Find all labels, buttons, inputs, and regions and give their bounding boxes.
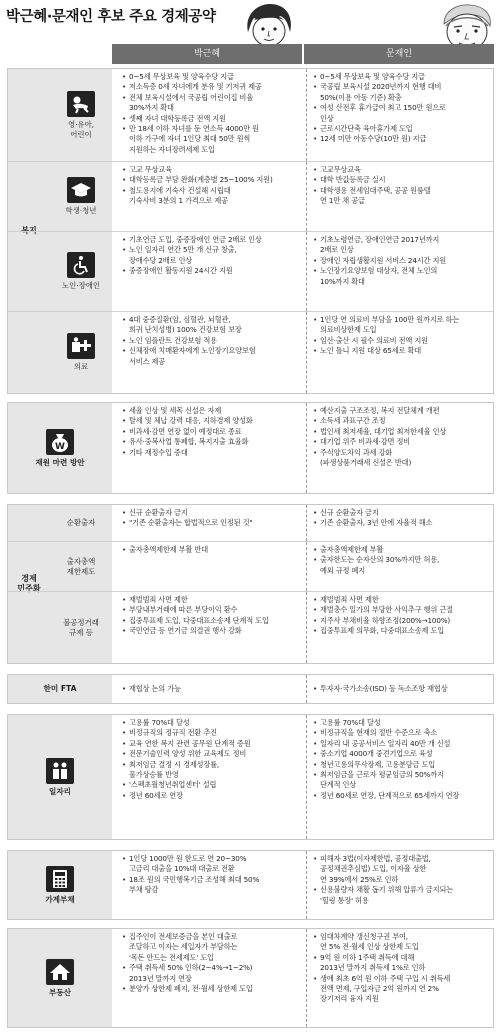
park-cell: [116, 403, 304, 493]
policy-item: • 0~5세 무상보육 및 양육수당 지급: [313, 72, 489, 82]
policy-item: • 예산지출 구조조정, 복지 전달체계 개편: [313, 406, 489, 416]
policy-item: • 셋째 자녀 대학등록금 전액 지원: [122, 114, 299, 124]
moon-cell: [306, 312, 494, 393]
policy-item: • 집주인이 전세보증금을 본인 대출로 조달하고 이자는 세입자가 부담하는 '목돈 안드는 전세제도' 도입: [122, 932, 299, 963]
policy-item: • 재벌총수 일가의 부당한 사익추구 행위 근절: [313, 605, 489, 615]
policy-item: • 신규 순환출자 금지: [313, 508, 489, 518]
policy-item: • 1인당 1000만 원 한도로 연 20~30% 고금리 대출을 10%대 대출로 전환: [122, 854, 299, 875]
policy-item: • 탈세 및 체납 강력 대응, 지하경제 양성화: [122, 416, 299, 426]
park-cell: [116, 851, 304, 919]
policy-item: • 재협상 논의 가능: [122, 684, 181, 694]
policy-item: • 4대 중증질환(암, 심혈관, 뇌혈관, 희귀 난치성병) 100% 건강보험 보장: [122, 315, 299, 336]
policy-item: • 최저임금을 근로자 평균임금의 50%까지 단계적 인상: [313, 770, 489, 791]
category-infant: [50, 69, 112, 161]
category-jobs: [8, 715, 112, 839]
household-debt-section: [7, 850, 494, 920]
house-icon: [46, 959, 74, 985]
policy-item: • 장애인 자립생활지원 서비스 24시간 지원: [313, 256, 489, 266]
policy-item: • 분양가 상한제 폐지, 전·월세 상한제 도입: [122, 984, 299, 994]
policy-item: • 집중투표제 의무화, 다중대표소송제 도입: [313, 626, 489, 636]
policy-item: • 만 18세 이하 자녀를 둔 연소득 4000만 원 이하 가구에 자녀 1인당 최대 50만 원씩 지원하는 자녀장려세제 도입: [122, 124, 299, 155]
svg-text:W: W: [55, 441, 65, 452]
policy-item: • 대학 반값등록금 실시: [313, 175, 489, 185]
category-label: 영·유아, 어린이: [67, 119, 95, 139]
policy-item: • 고용률 70%대 달성: [122, 718, 299, 728]
policy-row-funding: [8, 403, 493, 493]
policy-item: • 교육 연한 복지 관련 공무원 단계적 증원: [122, 739, 299, 749]
policy-item: • 대기업 위주 비과세·감면 정비: [313, 437, 489, 447]
policy-item: • 대학생용 전세임대주택, 공공 원룸텔 연 1만 채 공급: [313, 186, 489, 207]
category-label: 부동산: [48, 987, 71, 997]
policy-item: • 소득세 과표구간 조정: [313, 416, 489, 426]
policy-row-unfair-trade: [8, 591, 493, 663]
policy-row-medical: [8, 311, 493, 393]
policy-row-cross-shareholding: [8, 505, 493, 541]
policy-row-jobs: [8, 715, 493, 839]
moon-cell: [306, 69, 494, 161]
page-title: 박근혜·문재인 후보 주요 경제공약: [6, 9, 216, 25]
policy-row-seniors: [8, 231, 493, 311]
policy-item: • 재벌범죄 사면 제한: [313, 595, 489, 605]
policy-item: • 노인 임플란트 건강보험 적용: [122, 336, 299, 346]
policy-item: • 18조 원의 국민행복기금 조성해 최대 50% 부채 탕감: [122, 875, 299, 896]
category-label: 출자총액 제한제도: [50, 542, 112, 591]
policy-item: • 생애 최초 6억 원 이하 주택 구입 시 취득세 전액 면제, 구입자금 2억 원까지 연 2% 장기저리 융자 지원: [313, 974, 489, 1005]
policy-item: • 노인 틀니 지원 대상 65세로 확대: [313, 346, 489, 356]
policy-item: • 국공립 보육시설 2020년까지 현행 대비 50%(이용 아동 기준) 확충: [313, 82, 489, 103]
policy-row-household-debt: [8, 851, 493, 919]
real-estate-section: [7, 928, 494, 1028]
park-cell: [116, 505, 304, 541]
funding-section: [7, 402, 494, 494]
category-real-estate: [8, 929, 112, 1027]
park-cell: [116, 232, 304, 311]
category-label: 노인·장애인: [61, 281, 101, 290]
policy-item: • 세율 인상 및 세목 신설은 자제: [122, 406, 299, 416]
policy-item: • 기존 순환출자, 3년 안에 자율적 해소: [313, 518, 489, 528]
policy-item: • 12세 미만 아동수당(10만 원) 지급: [313, 134, 489, 144]
policy-item: • 출자한도는 순자산의 30%까지만 허용, 예외 규정 폐지: [313, 555, 489, 576]
policy-item: • 부당내부거래에 따른 부당이익 환수: [122, 605, 299, 615]
policy-item: • 기타 재정수입 증대: [122, 448, 299, 458]
moon-cell: [306, 542, 494, 591]
policy-item: • 9억 원 이하 1주택 취득에 대해 2013년 말까지 취득세 1%로 인하: [313, 953, 489, 974]
policy-item: • 정년 60세로 연장: [122, 791, 299, 801]
category-household-debt: [8, 851, 112, 919]
medical-icon: [67, 333, 95, 359]
policy-item: • '스펙초월청년취업센터' 설립: [122, 780, 299, 790]
policy-item: • 저소득층 0세 자녀에게 분유 및 기저귀 제공: [122, 82, 299, 92]
policy-item: • 비정규직의 정규직 전환 추진: [122, 728, 299, 738]
park-cell: [116, 542, 304, 591]
policy-item: • 지주사 부채비율 하향조정(200%→100%): [313, 616, 489, 626]
fta-section: [7, 674, 494, 704]
moon-cell: [306, 715, 494, 839]
democratization-section: [7, 504, 494, 664]
category-label: 가계부채: [45, 894, 75, 904]
policy-row-infant: [8, 69, 493, 161]
policy-item: • "기존 순환출자는 합법적으로 인정된 것": [122, 518, 299, 528]
baby-icon: [67, 91, 95, 117]
policy-item: • 중소기업 4000개 중견기업으로 육성: [313, 749, 489, 759]
category-label: 재원 마련 방안: [35, 457, 85, 467]
category-label: 의료: [73, 362, 89, 371]
jobs-section: [7, 714, 494, 840]
policy-item: • 임대차계약 갱신청구권 부여, 연 5% 전·월세 인상 상한제 도입: [313, 932, 489, 953]
policy-row-students: [8, 161, 493, 231]
policy-item: • 출자총액제한제 부활 반대: [122, 545, 299, 555]
policy-item: • 투자자·국가소송(ISD) 등 독소조항 재협상: [313, 684, 448, 694]
policy-item: • 기초연금 도입, 중증장애인 연금 2배로 인상: [122, 235, 299, 245]
policy-item: • 임산·출산 시 필수 의료비 전액 지원: [313, 336, 489, 346]
park-cell: [116, 715, 304, 839]
policy-item: • 기초노령연금, 장애인연금 2017년까지 2배로 인상: [313, 235, 489, 256]
policy-item: • 노인 일자리 연간 5만 개 신규 창출, 장애수당 2배로 인상: [122, 245, 299, 266]
graduation-cap-icon: [67, 177, 95, 203]
policy-row-fta: [8, 675, 493, 703]
moon-cell: [306, 675, 494, 703]
policy-item: • 정년 60세로 연장, 단계적으로 65세까지 연장: [313, 791, 489, 801]
policy-item: • 전문기술인력 양성 위한 교육제도 정비: [122, 749, 299, 759]
policy-item: • 전체 보육시설에서 국공립 어린이집 비율 30%까지 확대: [122, 93, 299, 114]
category-seniors: [50, 232, 112, 311]
welfare-section: [7, 68, 494, 394]
category-label: 학생·청년: [65, 206, 97, 215]
policy-item: • 최저임금 결정 시 경제성장률, 물가상승률 반영: [122, 760, 299, 781]
policy-row-real-estate: [8, 929, 493, 1027]
policy-item: • 주식양도차익 과세 강화 (파생상품거래세 신설은 반대): [313, 448, 489, 469]
policy-item: • 신규 순환출자 금지: [122, 508, 299, 518]
section-label-democratization: 경제 민주화: [8, 505, 50, 663]
policy-item: • 출자총액제한제 부활: [313, 545, 489, 555]
column-header-moon: 문재인: [304, 44, 494, 64]
moon-cell: [306, 851, 494, 919]
policy-item: • 신용불량자 채활 돕기 위해 압류가 금지되는 '힐링 통장' 허용: [313, 885, 489, 906]
calculator-icon: [46, 866, 74, 892]
policy-item: • 0~5세 무상보육 및 양육수당 지급: [122, 72, 299, 82]
category-students: [50, 162, 112, 231]
moon-cell: [306, 162, 494, 231]
park-cell: [116, 592, 304, 663]
policy-item: • 청년고용의무사장제, 고용분담금 도입: [313, 760, 489, 770]
policy-item: • 유사·중복사업 통폐합, 복지지출 효율화: [122, 437, 299, 447]
park-cell: [116, 675, 304, 703]
policy-item: • 대학등록금 부담 완화(계층별 25~100% 지원): [122, 175, 299, 185]
category-medical: [50, 312, 112, 393]
moon-cell: [306, 592, 494, 663]
policy-item: • 비정규직을 현재의 절반 수준으로 축소: [313, 728, 489, 738]
policy-item: • 고교 무상교육: [122, 165, 299, 175]
policy-item: • 1인당 연 의료비 부담을 100만 원까지로 하는 의료비상한제 도입: [313, 315, 489, 336]
moon-cell: [306, 232, 494, 311]
policy-item: • 국민연금 등 연기금 의결권 행사 강화: [122, 626, 299, 636]
policy-item: • 재벌범죄 사면 제한: [122, 595, 299, 605]
moon-cell: [306, 929, 494, 1027]
money-bag-icon: [46, 429, 74, 455]
policy-item: • 일자리 내 공공서비스 일자리 40만 개 신설: [313, 739, 489, 749]
policy-item: • 고교무상교육: [313, 165, 489, 175]
wheelchair-icon: [67, 252, 95, 278]
policy-item: • 신체장애 치매환자에게 노인장기요양보험 서비스 제공: [122, 346, 299, 367]
policy-item: • 피해자 3법(이자제한법, 공정대출법, 공정채권추심법) 도입, 이자율 상한 연 39%에서 25%로 인하: [313, 854, 489, 885]
people-icon: [46, 758, 74, 784]
category-label: 일자리: [48, 786, 71, 796]
policy-item: • 중증장애인 활동지원 24시간 지원: [122, 266, 299, 276]
policy-item: • 주택 취득세 50% 인하(2~4%→1~2%) 2013년 말까지 연장: [122, 963, 299, 984]
moon-cell: [306, 403, 494, 493]
policy-item: • 철도용지에 기숙사 건설해 시립대 기숙사비 3분의 1 가격으로 제공: [122, 186, 299, 207]
policy-item: • 법인세 최저세율, 대기업 최저한세율 인상: [313, 427, 489, 437]
policy-item: • 고용률 70%대 달성: [313, 718, 489, 728]
column-header-park: 박근혜: [112, 44, 302, 64]
policy-item: • 비과세·감면 연장 없이 예정대로 종료: [122, 427, 299, 437]
section-label-welfare: 복지: [8, 69, 50, 393]
category-funding: [8, 403, 112, 493]
policy-row-investment-limit: [8, 541, 493, 591]
policy-item: • 집중투표제 도입, 다중대표소송제 단계적 도입: [122, 616, 299, 626]
policy-item: • 노인장기요양보험 대상자, 전체 노인의 10%까지 확대: [313, 266, 489, 287]
park-cell: [116, 69, 304, 161]
moon-cell: [306, 505, 494, 541]
category-label: 불공정거래 규제 등: [50, 592, 112, 663]
park-cell: [116, 162, 304, 231]
policy-item: • 근로시간단축 육아휴가제 도입: [313, 124, 489, 134]
park-cell: [116, 312, 304, 393]
policy-item: • 여성 산전후 휴가급여 최고 150만 원으로 인상: [313, 103, 489, 124]
category-label: 한미 FTA: [8, 675, 112, 703]
category-label: 순환출자: [50, 505, 112, 541]
park-cell: [116, 929, 304, 1027]
